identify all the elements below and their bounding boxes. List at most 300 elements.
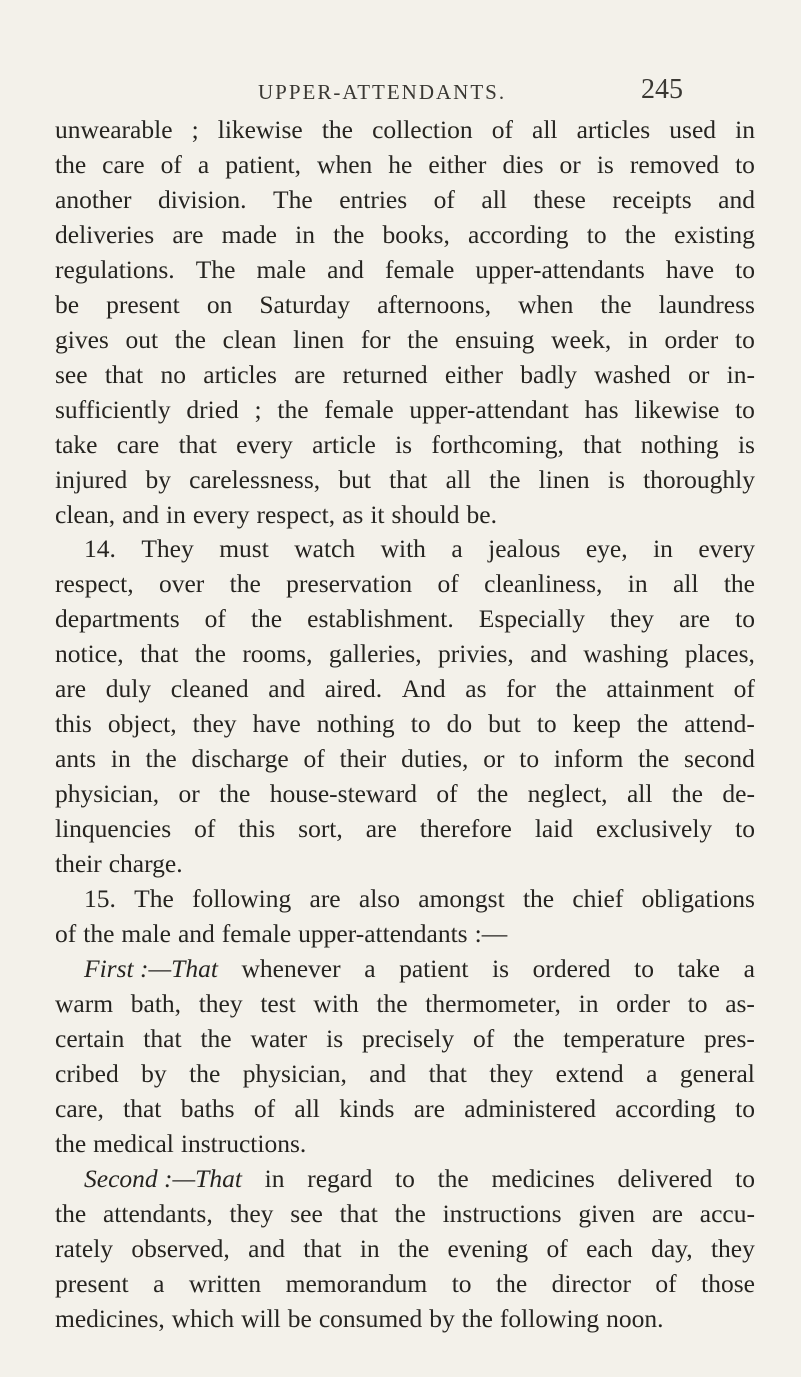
word: is [326, 1024, 344, 1053]
word: laid [534, 814, 574, 843]
word: they [198, 989, 243, 1018]
word: pres- [703, 1024, 755, 1053]
word: that [178, 430, 217, 459]
word: object, [107, 709, 177, 738]
word: linquencies [55, 814, 172, 843]
word: keep [572, 709, 621, 738]
word: amongst [418, 884, 505, 913]
word: or [178, 779, 200, 808]
word: likewise [634, 395, 720, 424]
word: when [317, 150, 373, 179]
word: of [655, 1269, 677, 1298]
word: removed [629, 150, 720, 179]
word: upper-attendants [475, 255, 645, 284]
word: be [287, 1304, 312, 1333]
word: patient [399, 954, 469, 983]
word: the [394, 1199, 426, 1228]
text-line [55, 393, 755, 427]
word: all [532, 115, 558, 144]
word: of [194, 814, 216, 843]
word: are [55, 674, 87, 703]
word: the [250, 604, 283, 633]
word: The [134, 884, 174, 913]
word: extend [555, 1059, 624, 1088]
word: unwearable [55, 115, 173, 144]
word: obligations [641, 884, 755, 913]
word: discharge [191, 744, 289, 773]
word: the [200, 1024, 232, 1053]
word: to [586, 220, 607, 249]
word: in [110, 744, 131, 773]
page-number: 245 [641, 74, 683, 105]
word: of [473, 1024, 495, 1053]
word: to [735, 395, 755, 424]
word: badly [520, 360, 577, 389]
word: with [380, 534, 426, 563]
word: medicines [491, 1164, 595, 1193]
word: care [116, 430, 160, 459]
word: or [483, 744, 505, 773]
word: that [123, 1094, 162, 1123]
word: of [733, 674, 755, 703]
word: a [743, 954, 755, 983]
word: the [376, 989, 408, 1018]
text-line [55, 742, 755, 776]
running-head: UPPER-ATTENDANTS. [258, 80, 507, 104]
word: The [195, 255, 236, 284]
word: regulations. [55, 255, 175, 284]
word: kinds [339, 1094, 395, 1123]
word: charge. [108, 849, 183, 878]
word: all [445, 465, 472, 494]
word: when [518, 290, 574, 319]
word: present [106, 290, 180, 319]
word: of [253, 1094, 276, 1123]
word: temperature [563, 1024, 686, 1053]
word: all [672, 569, 699, 598]
word: respect, [55, 569, 134, 598]
word: should [391, 500, 460, 529]
word: these [533, 185, 586, 214]
word: as [465, 674, 487, 703]
word: the [174, 325, 206, 354]
word: is [395, 430, 413, 459]
word: this [55, 709, 92, 738]
word: jealous [488, 534, 561, 563]
word: the [145, 744, 177, 773]
word: baths [180, 1094, 235, 1123]
text-line [84, 882, 755, 916]
word: of [160, 150, 182, 179]
word: see [290, 1199, 323, 1228]
word: certain [55, 1024, 125, 1053]
word: galleries, [328, 639, 422, 668]
text-line [55, 358, 755, 392]
second-label: Second :—That [84, 1164, 242, 1193]
word: according [615, 1094, 716, 1123]
word: over [158, 569, 205, 598]
word: bath, [130, 989, 182, 1018]
word: have [252, 709, 301, 738]
text-line [55, 987, 755, 1021]
word: and [177, 919, 215, 948]
word: the [513, 1024, 545, 1053]
word: the [55, 1129, 87, 1158]
word: he [388, 150, 413, 179]
word: are [651, 1199, 683, 1228]
word: and [268, 674, 306, 703]
word: precisely [362, 1024, 455, 1053]
word: preservation [286, 569, 413, 598]
word: injured [55, 465, 128, 494]
word: the [83, 919, 115, 948]
word: clean [222, 325, 277, 354]
text-line [55, 567, 755, 601]
word: the [55, 150, 87, 179]
word: all [481, 185, 507, 214]
word: are [172, 220, 204, 249]
word: of [437, 569, 459, 598]
word: to [395, 1164, 415, 1193]
word: attainment [606, 674, 714, 703]
word: ordered [532, 954, 611, 983]
word: of [303, 744, 325, 773]
word: order [616, 989, 670, 1018]
word: articles [203, 360, 277, 389]
text-line [55, 288, 755, 322]
word: by [429, 1304, 455, 1333]
word: of [491, 115, 513, 144]
word: departments [55, 604, 180, 633]
word: for [360, 325, 391, 354]
text-line [84, 1162, 755, 1196]
word: a [451, 534, 463, 563]
word: articles [576, 115, 651, 144]
word: instructions [442, 1199, 562, 1228]
word: the [624, 220, 656, 249]
word: with [313, 989, 359, 1018]
text-line [55, 463, 755, 497]
word: regard [307, 1164, 373, 1193]
word: forthcoming, [431, 430, 564, 459]
word: second [684, 744, 755, 773]
word: in [627, 325, 648, 354]
word: the [489, 465, 521, 494]
word: following [499, 1304, 600, 1333]
word: ensuing [455, 325, 535, 354]
word: thoroughly [643, 465, 755, 494]
word: warm [55, 989, 114, 1018]
word: those [701, 1269, 755, 1298]
word: that [583, 430, 622, 459]
word: ; [254, 395, 262, 424]
word: ants [55, 744, 97, 773]
word: accu- [699, 1199, 755, 1228]
text-line [55, 672, 755, 706]
word: the [638, 744, 670, 773]
word: to [519, 744, 540, 773]
word: that [389, 465, 428, 494]
word: instructions. [180, 1129, 307, 1158]
word: They [141, 534, 194, 563]
word: attendants, [102, 1199, 213, 1228]
word: used [669, 115, 717, 144]
word: take [55, 430, 98, 459]
word: be [55, 290, 80, 319]
word: washing [583, 639, 669, 668]
word: whenever [241, 954, 341, 983]
word: the [437, 1164, 469, 1193]
text-line [55, 218, 755, 252]
word: physician, [55, 779, 160, 808]
word: care [102, 150, 145, 179]
word: duties, [401, 744, 469, 773]
word: they [229, 1199, 274, 1228]
word: do [446, 709, 473, 738]
word: duly [105, 674, 152, 703]
word: a [646, 1059, 658, 1088]
word: 15. [84, 884, 116, 913]
word: are [309, 884, 341, 913]
word: general [679, 1059, 755, 1088]
word: no [160, 360, 186, 389]
word: de- [722, 779, 755, 808]
word: by [145, 465, 171, 494]
word: every [236, 430, 293, 459]
word: must [219, 534, 269, 563]
word: to [410, 709, 431, 738]
word: the [407, 325, 439, 354]
word: the [397, 1234, 430, 1263]
word: they [489, 1059, 534, 1088]
word: all [626, 779, 653, 808]
word: the [229, 569, 261, 598]
text-line [55, 812, 755, 846]
text-line [55, 847, 755, 881]
word: division. [157, 185, 247, 214]
word: the [600, 290, 632, 319]
word: see [55, 360, 88, 389]
word: have [665, 255, 715, 284]
word: of [204, 604, 226, 633]
word: in [653, 534, 673, 563]
word: to [451, 1269, 472, 1298]
word: the [636, 709, 669, 738]
word: receipts [612, 185, 692, 214]
word: order [664, 325, 719, 354]
text-line [55, 1057, 755, 1091]
word: test [260, 989, 296, 1018]
word: afternoons, [377, 290, 492, 319]
word: also [358, 884, 400, 913]
word: and [122, 500, 159, 529]
word: clean, [55, 500, 116, 529]
word: chief [572, 884, 624, 913]
word: they [710, 1234, 755, 1263]
text-line [55, 1092, 755, 1126]
word: in [578, 989, 599, 1018]
word: watch [294, 534, 356, 563]
word: is [607, 465, 625, 494]
text-line [55, 917, 755, 951]
text-line [55, 1267, 755, 1301]
word: in [627, 569, 648, 598]
text-line [55, 707, 755, 741]
word: Saturday [259, 290, 351, 319]
word: books, [382, 220, 450, 249]
text-line [55, 602, 755, 636]
word: house-steward [269, 779, 417, 808]
word: all [294, 1094, 320, 1123]
word: either [428, 150, 487, 179]
word: noon. [606, 1304, 664, 1333]
word: following [192, 884, 292, 913]
word: female [384, 255, 455, 284]
word: by [141, 1059, 167, 1088]
word: deliveries [55, 220, 155, 249]
first-label: First :—That [84, 954, 218, 983]
word: in [735, 115, 755, 144]
text-line [55, 637, 755, 671]
word: are [678, 604, 711, 633]
word: of [436, 779, 458, 808]
word: cleaned [170, 674, 249, 703]
word: of [546, 1234, 568, 1263]
word: the [477, 779, 509, 808]
text-line [55, 1232, 755, 1266]
word: carelessness, [189, 465, 321, 494]
word: returned [342, 360, 428, 389]
word: a [153, 1269, 165, 1298]
word: consumed [318, 1304, 423, 1333]
word: male [256, 255, 307, 284]
word: the [321, 115, 353, 144]
word: medical [93, 1129, 174, 1158]
word: memorandum [285, 1269, 428, 1298]
word: neglect, [527, 779, 608, 808]
text-line [55, 1302, 755, 1336]
word: is [596, 150, 614, 179]
word: the [219, 779, 251, 808]
word: And [401, 674, 446, 703]
word: in [166, 500, 186, 529]
word: and [530, 639, 568, 668]
word: in [295, 220, 315, 249]
word: and [718, 185, 755, 214]
word: day, [651, 1234, 693, 1263]
word: to [735, 604, 755, 633]
word: out [125, 325, 159, 354]
word: take [677, 954, 721, 983]
word: to [735, 1164, 755, 1193]
text-line [55, 1197, 755, 1231]
word: to [735, 255, 755, 284]
word: that [143, 1024, 182, 1053]
word: cribed [55, 1059, 119, 1088]
word: care, [55, 1094, 104, 1123]
word: aired. [324, 674, 383, 703]
word: to [735, 814, 755, 843]
word: their [339, 744, 387, 773]
word: Especially [478, 604, 585, 633]
text-line [55, 323, 755, 357]
word: attend- [684, 709, 755, 738]
text-line [55, 428, 755, 462]
word: ; [191, 115, 199, 144]
word: every [192, 500, 250, 529]
word: is [737, 430, 755, 459]
word: the [555, 674, 587, 703]
word: written [188, 1269, 262, 1298]
word: linen [538, 465, 590, 494]
word: washed [594, 360, 671, 389]
word: made [221, 220, 277, 249]
word: water [250, 1024, 308, 1053]
word: given [578, 1199, 636, 1228]
text-line [55, 1022, 755, 1056]
word: upper-attendant [409, 395, 569, 424]
word: upper-attendants [298, 919, 468, 948]
word: to [735, 325, 755, 354]
text-line [55, 1127, 755, 1161]
word: as- [725, 989, 755, 1018]
word: sufficiently [55, 395, 171, 424]
word: a [197, 150, 210, 179]
text-line [55, 183, 755, 217]
word: physician, [242, 1059, 347, 1088]
word: in [359, 1234, 380, 1263]
word: present [55, 1269, 129, 1298]
word: the [723, 569, 755, 598]
word: a [364, 954, 376, 983]
word: to [634, 954, 654, 983]
word: to [735, 1094, 755, 1123]
word: the [671, 779, 703, 808]
text-line [55, 253, 755, 287]
word: in [264, 1164, 285, 1193]
word: according [468, 220, 569, 249]
word: entries [339, 185, 408, 214]
word: evening [447, 1234, 529, 1263]
word: notice, [55, 639, 124, 668]
word: article [312, 430, 376, 459]
word: is [492, 954, 510, 983]
word: but [488, 709, 521, 738]
word: of [55, 919, 77, 948]
word: gives [55, 325, 109, 354]
word: or [559, 150, 581, 179]
word: are [413, 1094, 445, 1123]
word: of [433, 185, 455, 214]
word: likewise [217, 115, 303, 144]
word: has [584, 395, 619, 424]
word: and [248, 1234, 285, 1263]
word: the [189, 1059, 221, 1088]
word: to [735, 150, 755, 179]
word: privies, [438, 639, 514, 668]
text-line [55, 498, 755, 532]
word: male [121, 919, 171, 948]
word: the [522, 884, 555, 913]
word: nothing [316, 709, 395, 738]
word: delivered [617, 1164, 713, 1193]
word: female [221, 919, 292, 948]
text-line [55, 777, 755, 811]
word: linen [293, 325, 345, 354]
word: in- [726, 360, 755, 389]
word: for [506, 674, 536, 703]
word: eye, [585, 534, 628, 563]
